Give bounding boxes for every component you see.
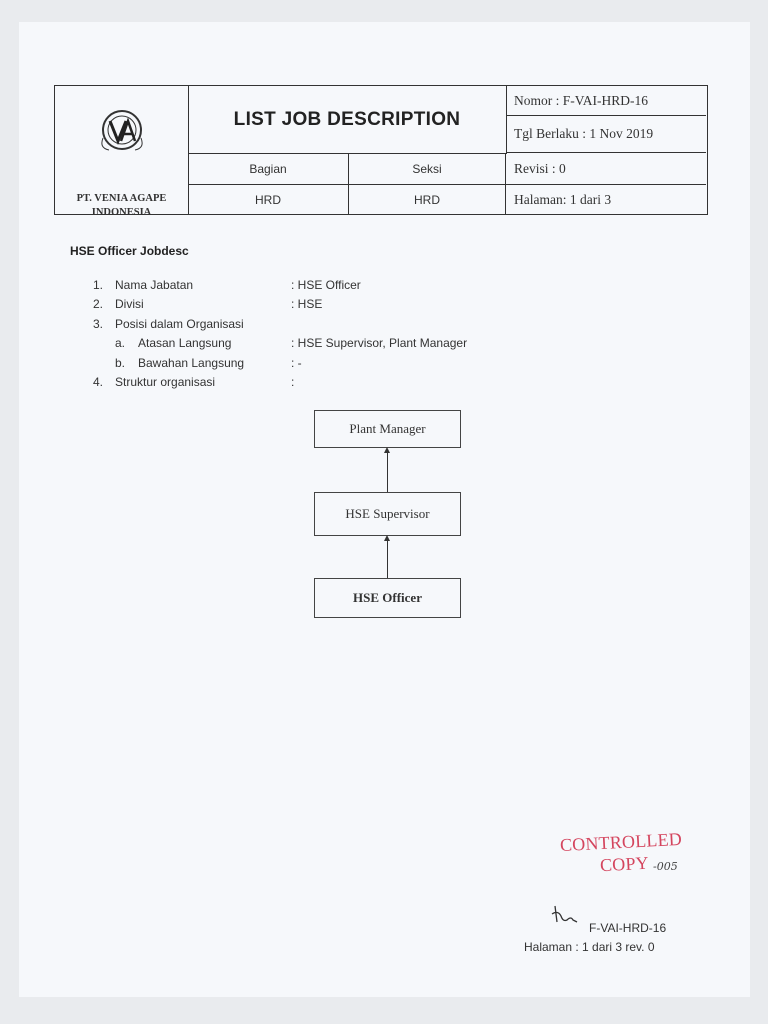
- seksi-value-cell: [349, 185, 506, 214]
- halaman-cell: [506, 185, 706, 214]
- org-box-plant-manager: [314, 410, 461, 448]
- item-value: : HSE Supervisor, Plant Manager: [291, 336, 468, 350]
- item-number: 3.: [93, 317, 104, 331]
- org-box-hse-supervisor: [314, 492, 461, 536]
- controlled-stamp-line2: COPY: [599, 852, 650, 876]
- document-title: LIST JOB DESCRIPTION: [233, 108, 461, 130]
- tgl-berlaku-value: Tgl Berlaku : 1 Nov 2019: [514, 126, 654, 141]
- company-name-line1: PT. VENIA AGAPE: [76, 193, 167, 204]
- bagian-value-cell: [188, 185, 349, 214]
- item-number: b.: [115, 356, 126, 370]
- section-title: HSE Officer Jobdesc: [70, 244, 189, 258]
- connector-line: [387, 539, 388, 578]
- item-number: 1.: [93, 278, 104, 292]
- item-value: :: [291, 375, 295, 389]
- arrow-up-icon: [384, 535, 390, 541]
- bagian-label: Bagian: [249, 161, 287, 176]
- item-value: : -: [291, 356, 302, 370]
- item-number: 4.: [93, 375, 104, 389]
- bagian-value: HRD: [255, 192, 281, 207]
- company-name-line2: INDONESIA: [91, 207, 152, 218]
- nomor-value: Nomor : F-VAI-HRD-16: [514, 92, 648, 108]
- item-label: Bawahan Langsung: [138, 356, 245, 370]
- controlled-stamp-line1: CONTROLLED: [559, 828, 683, 856]
- org-box-label: HSE Supervisor: [345, 506, 430, 521]
- seksi-value: HRD: [414, 192, 440, 207]
- revisi-value: Revisi : 0: [514, 160, 566, 176]
- item-value: : HSE Officer: [291, 278, 361, 292]
- connector-line: [387, 451, 388, 492]
- item-label: Posisi dalam Organisasi: [115, 317, 244, 331]
- bagian-label-cell: [188, 153, 349, 185]
- item-label: Nama Jabatan: [115, 278, 194, 292]
- item-label: Divisi: [115, 297, 144, 311]
- item-number: 2.: [93, 297, 104, 311]
- tgl-berlaku-cell: [506, 116, 706, 153]
- footer-document-code: F-VAI-HRD-16: [589, 921, 667, 935]
- footer-page-info: Halaman : 1 dari 3 rev. 0: [524, 940, 655, 954]
- copy-number-handwritten: -005: [653, 860, 678, 873]
- logo-cell: [55, 86, 189, 218]
- seksi-label: Seksi: [412, 161, 442, 176]
- org-box-hse-officer: [314, 578, 461, 618]
- org-box-label: HSE Officer: [353, 590, 422, 605]
- item-label: Atasan Langsung: [138, 336, 232, 350]
- document-page: [19, 22, 750, 997]
- company-name: [55, 192, 188, 220]
- item-label: Struktur organisasi: [115, 375, 216, 389]
- signature-icon: [549, 902, 579, 928]
- seksi-label-cell: [349, 153, 506, 185]
- arrow-up-icon: [384, 447, 390, 453]
- item-value: : HSE: [291, 297, 323, 311]
- document-header-table: [54, 85, 708, 218]
- item-number: a.: [115, 336, 126, 350]
- title-cell: [188, 86, 507, 154]
- nomor-cell: [506, 86, 706, 116]
- org-box-label: Plant Manager: [349, 421, 426, 436]
- revisi-cell: [506, 153, 706, 185]
- company-logo-icon: [101, 108, 143, 156]
- halaman-value: Halaman: 1 dari 3: [514, 191, 612, 207]
